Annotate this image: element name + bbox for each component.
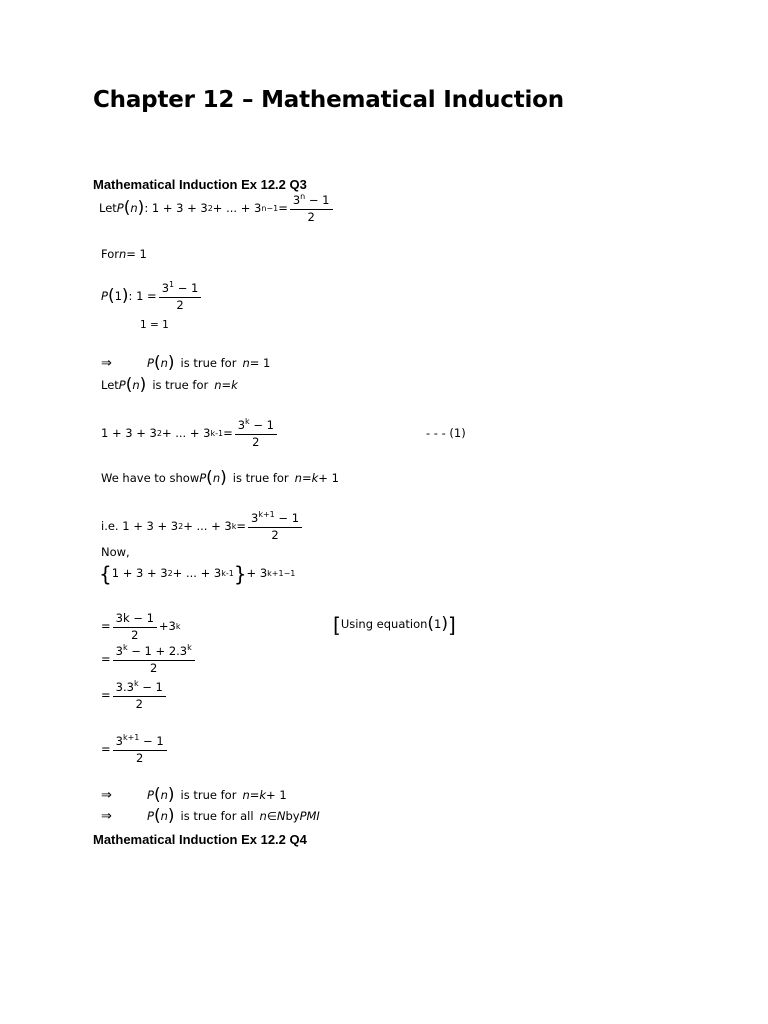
step-3: = $\frac{3.3^k - 1}{2}$ <box>101 682 168 710</box>
numerator: $3^k - 1$ <box>237 417 274 432</box>
numerator: $3^n - 1$ <box>292 192 330 207</box>
open-brace: { <box>99 562 112 586</box>
numerator: $3^{k+1} - 1$ <box>251 510 300 525</box>
equation-tag: - - - (1) <box>426 426 466 440</box>
denominator: 2 <box>113 627 157 642</box>
denominator: 2 <box>113 750 167 765</box>
step-2: = $\frac{3^k - 1 + 2.3^k}{2}$ <box>101 646 197 674</box>
n-var: n <box>130 201 138 216</box>
fraction <box>235 417 277 449</box>
n-var: n <box>118 247 127 261</box>
numerator: $3^k - 1 + 2.3^k$ <box>115 643 192 658</box>
step-4: = $\frac{3^{k+1} - 1}{2}$ <box>101 736 169 764</box>
conclusion-line: ⇒ P ( n ) is true for all n ∈ N by PMI <box>101 806 320 826</box>
fraction <box>113 643 195 675</box>
series-text: + ... + 3 <box>212 201 262 216</box>
implies-line-1: ⇒ P ( n ) is true for n = 1 <box>101 353 271 373</box>
assume-line: Let P ( n ) is true for n = k <box>101 375 238 395</box>
implies-line-2: ⇒ P ( n ) is true for n = k + 1 <box>101 785 287 805</box>
section-heading-q4: Mathematical Induction Ex 12.2 Q4 <box>93 832 307 847</box>
fraction <box>159 280 202 312</box>
base-case-result: 1 = 1 <box>140 319 169 331</box>
denominator: 2 <box>290 209 333 224</box>
denominator: 2 <box>113 660 195 675</box>
p-symbol: P <box>116 201 124 216</box>
fraction <box>113 733 167 765</box>
denominator: 2 <box>235 434 277 449</box>
equals-text: = <box>278 201 288 216</box>
lhs-expression: { 1 + 3 + 3 2 + ... + 3 k-1 } + 3 k+1−1 <box>99 562 296 586</box>
now-text: Now, <box>101 545 130 559</box>
implies-symbol: ⇒ <box>101 809 112 825</box>
open-paren: ( <box>123 198 131 219</box>
fraction <box>113 679 166 711</box>
denominator: 2 <box>159 297 202 312</box>
fraction <box>290 192 333 224</box>
base-case-line: For n = 1 <box>101 247 147 261</box>
base-case-eq: P ( 1 ) : 1 = $\frac{3^1 - 1}{2}$ <box>101 283 203 311</box>
numerator: $3^{k+1} - 1$ <box>115 733 164 748</box>
implies-symbol: ⇒ <box>101 788 112 804</box>
using-equation-note: [ Using equation ( 1 ) ] <box>333 613 456 637</box>
target-eq: i.e. 1 + 3 + 3 2 + ... + 3 k = $\frac{3^{k+1} - 1}{2}$ <box>101 513 304 541</box>
numerator: $3.3^k - 1$ <box>115 679 163 694</box>
denominator: 2 <box>113 696 166 711</box>
numerator: 3k − 1 <box>115 611 154 625</box>
statement-line: Let P ( n ) : 1 + 3 + 3 2 + ... + 3 n−1 = $\frac{3^n - 1}{2}$ <box>99 195 335 223</box>
hypothesis-eq: 1 + 3 + 3 2 + ... + 3 k-1 = $\frac{3^k - 1}{2}$ <box>101 420 279 448</box>
series-text: : 1 + 3 + 3 <box>144 201 208 216</box>
step-1: = $\frac{3k - 1}{2}$ + 3 k <box>101 611 181 642</box>
denominator: 2 <box>248 527 302 542</box>
numerator: $3^1 - 1$ <box>161 280 199 295</box>
close-paren: ) <box>137 198 145 219</box>
close-brace: } <box>233 562 247 586</box>
page-title: Chapter 12 – Mathematical Induction <box>93 87 564 113</box>
fraction <box>248 510 302 542</box>
fraction <box>113 613 157 641</box>
p-symbol: P <box>101 289 108 304</box>
let-text: Let <box>99 201 117 216</box>
implies-symbol: ⇒ <box>101 356 112 372</box>
section-heading-q3: Mathematical Induction Ex 12.2 Q3 <box>93 177 307 192</box>
to-show-line: We have to show P ( n ) is true for n = k + 1 <box>101 468 339 488</box>
